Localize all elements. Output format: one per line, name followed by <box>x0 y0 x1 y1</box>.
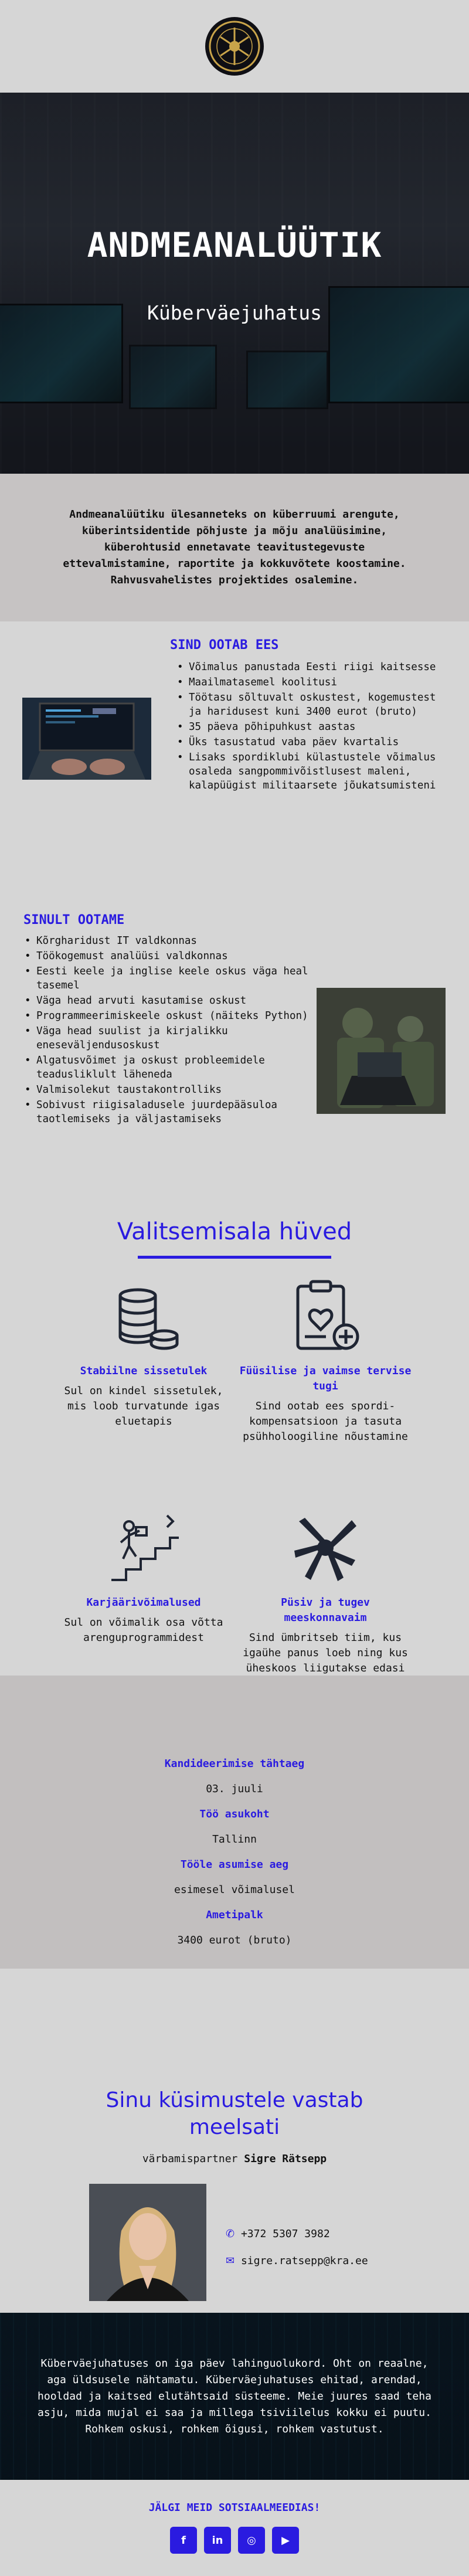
contact-phone-row[interactable] <box>226 2228 330 2240</box>
salary-value: 3400 eurot (bruto) <box>177 1934 292 1946</box>
team-hands-icon <box>287 1510 363 1586</box>
list-item: • Väga head suulist ja kirjalikku eneseväljendusoskust <box>23 1024 311 1052</box>
list-item: • Lisaks spordiklubi külastustele võimalus osaleda sangpommivõistlusest maleni, kalapüügist militaarsete jõukatsumisteni <box>176 750 451 793</box>
cyber-command-logo[interactable] <box>205 17 264 76</box>
list-item: • Töötasu sõltuvalt oskustest, kogemustest ja haridusest kuni 3400 eurot (bruto) <box>176 691 451 719</box>
salary-label: Ametipalk <box>206 1909 263 1921</box>
social-title: JÄLGI MEID SOTSIAALMEEDIAS! <box>148 2502 321 2514</box>
contact-phone[interactable]: +372 5307 3982 <box>240 2228 330 2240</box>
footer-banner <box>0 2313 469 2480</box>
start-value: esimesel võimalusel <box>174 1884 295 1896</box>
hero-banner <box>0 93 469 474</box>
list-item: • Valmisolekut taustakontrolliks <box>23 1083 311 1097</box>
requirements-list <box>23 934 311 1127</box>
page-subtitle: Küberväejuhatus <box>147 301 322 324</box>
list-item: • 35 päeva põhipuhkust aastas <box>176 720 451 734</box>
title-underline <box>138 1256 331 1259</box>
benefit-text: Sind ootab ees spordi- kompensatsioon ja tasuta psühholoogiline nõustamine <box>243 1400 408 1443</box>
header <box>0 0 469 93</box>
contact-name: Sigre Rätsepp <box>244 2153 327 2165</box>
list-item: • Üks tasustatud vaba päev kvartalis <box>176 735 451 749</box>
offer-list <box>176 660 451 794</box>
contact-title: Sinu küsimustele vastab meelsati <box>106 2088 363 2139</box>
benefit-title: Füüsilise ja vaimse tervise tugi <box>239 1365 412 1392</box>
contact-photo <box>89 2184 206 2301</box>
contact-person <box>0 2153 469 2165</box>
coins-icon <box>106 1278 182 1354</box>
benefit-stable-income <box>56 1278 232 1429</box>
benefit-text: Sul on kindel sissetulek, mis loob turvatunde igas eluetapis <box>64 1385 223 1428</box>
list-item: • Sobivust riigisaladusele juurdepääsuloa taotlemiseks ja väljastamiseks <box>23 1098 311 1126</box>
email-icon: ✉ <box>226 2255 235 2267</box>
intro-text: Andmeanalüütiku ülesanneteks on küberruumi arengute, küberintsidentide põhjuste ja mõju analüüsimine, küberohtusid ennetavate teavitustegevuste ettevalmistamine, raportite ja kokkuvõtete koostamine. Rahvusvahelistes projektides osalemine. <box>63 508 406 586</box>
requirements-title: SINULT OOTAME <box>23 913 125 927</box>
benefit-title: Karjäärivõimalused <box>86 1596 201 1609</box>
list-item: • Väga head arvuti kasutamise oskust <box>23 994 311 1008</box>
hero-background-image <box>0 93 469 474</box>
facebook-icon[interactable]: f <box>170 2527 197 2554</box>
youtube-icon[interactable]: ▶ <box>272 2527 299 2554</box>
benefit-text: Sind ümbritseb tiim, kus igaühe panus loeb ning kus üheskoos liigutakse edasi <box>243 1632 408 1674</box>
list-item: • Eesti keele ja inglise keele oskus väga heal tasemel <box>23 964 311 993</box>
benefits-title-wrap <box>0 1218 469 1259</box>
location-value: Tallinn <box>212 1833 257 1846</box>
list-item: • Võimalus panustada Eesti riigi kaitsesse <box>176 660 451 674</box>
instagram-icon[interactable]: ◎ <box>238 2527 265 2554</box>
footer-banner-text: Küberväejuhatuses on iga päev lahinguolukord. Oht on reaalne, aga üldsusele nähtamatu. Küberväejuhatuses ehitad, arendad, hooldad ja kaitsed elutähtsaid süsteeme. Meie juures saad teha asju, mida mujal ei saa ja millega tsiviilelus kokku ei puutu. Rohkem oskusi, rohkem õigusi, rohkem vastutust. <box>38 2357 431 2435</box>
contact-email[interactable]: sigre.ratsepp@kra.ee <box>240 2255 368 2267</box>
deadline-value: 03. juuli <box>206 1783 263 1795</box>
list-item: • Maailmatasemel koolitusi <box>176 675 451 689</box>
list-item: • Kõrgharidust IT valdkonnas <box>23 934 311 948</box>
soldiers-working-photo <box>317 988 446 1114</box>
benefit-team-spirit <box>237 1510 413 1676</box>
start-label: Tööle asumise aeg <box>180 1858 289 1871</box>
list-item: • Programmeerimiskeele oskust (näiteks Python) <box>23 1009 311 1023</box>
intro-section <box>0 474 469 621</box>
location-label: Töö asukoht <box>199 1808 270 1820</box>
deadline-label: Kandideerimise tähtaeg <box>164 1758 305 1770</box>
benefit-text: Sul on võimalik osa võtta arenguprogrammidest <box>64 1616 223 1644</box>
benefit-title: Püsiv ja tugev meeskonnavaim <box>281 1596 370 1624</box>
job-details-section <box>0 1676 469 1969</box>
benefit-health-support <box>237 1278 413 1445</box>
health-clipboard-icon <box>287 1278 363 1354</box>
benefit-career <box>56 1510 232 1646</box>
list-item: • Töökogemust analüüsi valdkonnas <box>23 949 311 963</box>
benefit-title: Stabiilne sissetulek <box>80 1365 208 1377</box>
list-item: • Algatusvõimet ja oskust probleemidele teadusliklult läheneda <box>23 1053 311 1082</box>
career-stairs-icon <box>106 1510 182 1586</box>
contact-email-row[interactable] <box>226 2255 368 2267</box>
laptop-typing-photo <box>22 698 151 780</box>
phone-icon: ✆ <box>226 2228 235 2240</box>
offer-title: SIND OOTAB EES <box>170 638 279 653</box>
page-title: ANDMEANALÜÜTIK <box>87 225 382 265</box>
social-links <box>0 2527 469 2554</box>
benefits-title: Valitsemisala hüved <box>117 1218 352 1245</box>
contact-role: värbamispartner <box>142 2153 238 2165</box>
linkedin-icon[interactable]: in <box>204 2527 231 2554</box>
